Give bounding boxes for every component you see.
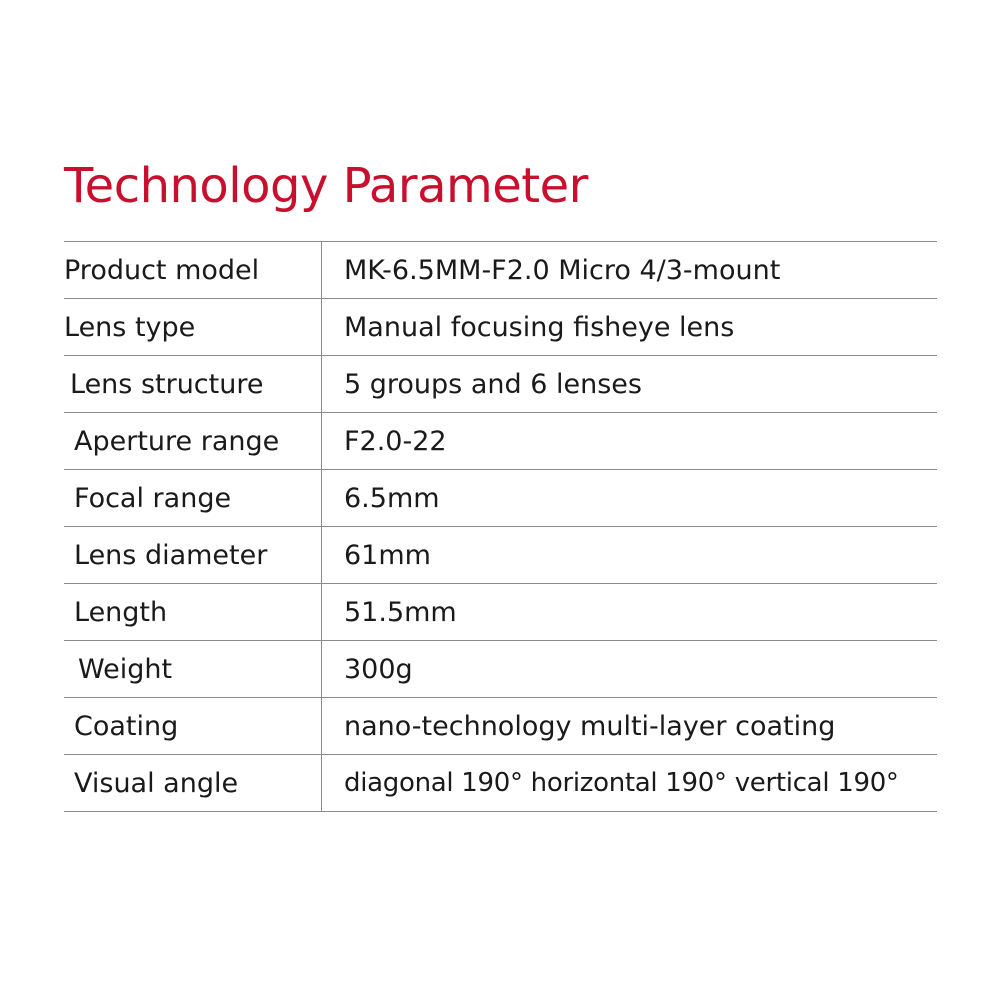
spec-value: 51.5mm — [344, 596, 457, 628]
spec-row-lens-structure — [64, 356, 937, 413]
spec-label: Weight — [64, 641, 322, 697]
spec-value: 5 groups and 6 lenses — [344, 368, 642, 400]
spec-label: Length — [64, 584, 322, 640]
spec-label: Focal range — [64, 470, 322, 526]
spec-row-length — [64, 584, 937, 641]
spec-value: MK-6.5MM-F2.0 Micro 4/3-mount — [344, 254, 781, 286]
spec-row-aperture-range — [64, 413, 937, 470]
spec-label: Lens structure — [64, 356, 322, 412]
spec-row-visual-angle — [64, 755, 937, 812]
spec-value: nano-technology multi-layer coating — [344, 710, 836, 742]
spec-row-focal-range — [64, 470, 937, 527]
spec-label: Lens diameter — [64, 527, 322, 583]
spec-row-lens-diameter — [64, 527, 937, 584]
spec-label: Visual angle — [64, 755, 322, 811]
spec-row-product-model — [64, 242, 937, 299]
spec-label: Lens type — [64, 299, 322, 355]
spec-value: Manual focusing fisheye lens — [344, 311, 735, 343]
page-title: Technology Parameter — [64, 158, 588, 214]
spec-row-weight — [64, 641, 937, 698]
spec-table — [64, 241, 937, 812]
spec-row-coating — [64, 698, 937, 755]
spec-label: Coating — [64, 698, 322, 754]
spec-value: F2.0-22 — [344, 425, 447, 457]
spec-value: 300g — [344, 653, 413, 685]
spec-label: Product model — [64, 242, 322, 298]
spec-value: 61mm — [344, 539, 431, 571]
spec-row-lens-type — [64, 299, 937, 356]
spec-value: diagonal 190° horizontal 190° vertical 190° — [344, 768, 899, 798]
spec-value: 6.5mm — [344, 482, 440, 514]
spec-label: Aperture range — [64, 413, 322, 469]
